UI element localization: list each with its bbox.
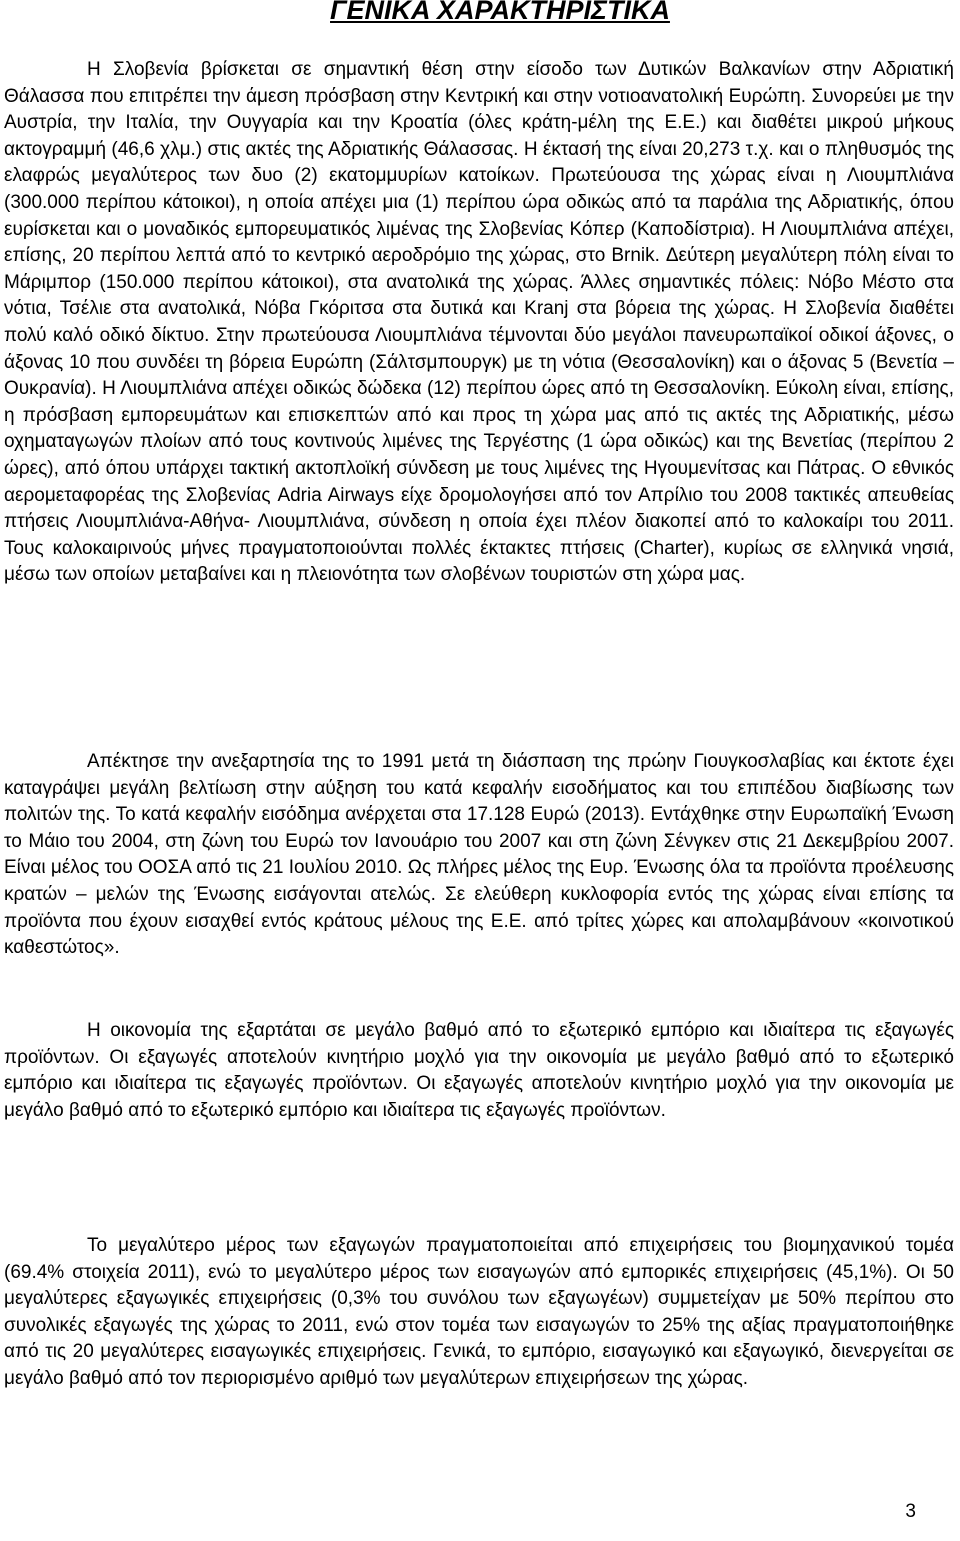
paragraph-economy: Η οικονομία της εξαρτάται σε μεγάλο βαθμό από το εξωτερικό εμπόριο και ιδιαίτερα τις εξαγωγές προϊόντων. Οι εξαγωγές αποτελούν κινητήριο μοχλό για την οικονομία με μεγάλο βαθμό από το εξωτερικό εμπόριο και ιδιαίτερα τις εξαγωγές προϊόντων. Οι εξαγωγές αποτελούν κινητήριο μοχλό για την οικονομία με μεγάλο βαθμό από το εξωτερικό εμπόριο και ιδιαίτερα τις εξαγωγές προϊόντων. — [4, 1020, 954, 1121]
paragraph-independence: Απέκτησε την ανεξαρτησία της το 1991 μετά τη διάσπαση της πρώην Γιουγκοσλαβίας και έκτοτε έχει καταγράψει μεγάλη βελτίωση στην αύξηση του κατά κεφαλήν εισοδήματος και του επιπέδου διαβίωσης των πολιτών της. Το κατά κεφαλήν εισόδημα ανέρχεται στα 17.128 Ευρώ (2013). Εντάχθηκε στην Ευρωπαϊκή Ένωση το Μάιο του 2004, στη ζώνη του Ευρώ τον Ιανουάριο του 2007 και στη ζώνη Σένγκεν στις 21 Δεκεμβρίου 2007. Είναι μέλος του ΟΟΣΑ από τις 21 Ιουλίου 2010. Ως πλήρες μέλος της Ευρ. Ένωσης όλα τα προϊόντα προέλευσης κρατών – μελών της Ένωσης εισάγονται ατελώς. Σε ελεύθερη κυκλοφορία εντός της χώρας είναι επίσης τα προϊόντα που έχουν εισαχθεί εντός κράτους μέλους της Ε.Ε. από τρίτες χώρες και απολαμβάνουν «κοινοτικού καθεστώτος». — [4, 751, 954, 959]
page-title: ΓΕΝΙΚΑ ΧΑΡΑΚΤΗΡΙΣΤΙΚΑ — [330, 0, 670, 25]
page-number: 3 — [905, 1501, 916, 1522]
paragraph-general-info: Η Σλοβενία βρίσκεται σε σημαντική θέση στην είσοδο των Δυτικών Βαλκανίων στην Αδριατική Θάλασσα που επιτρέπει την άμεση πρόσβαση στην Κεντρική και στην νοτιοανατολική Ευρώπη. Συνορεύει με την Αυστρία, την Ιταλία, την Ουγγαρία και την Κροατία (όλες κράτη-μέλη της Ε.Ε.) και διαθέτει μικρού μήκους ακτογραμμή (46,6 χλμ.) στις ακτές της Αδριατικής Θάλασσας. Η έκτασή της είναι 20,273 τ.χ. και ο πληθυσμός της ελαφρώς μεγαλύτερος των δυο (2) εκατομμυρίων κατοίκων. Πρωτεύουσα της χώρας είναι η Λιουμπλιάνα (300.000 περίπου κάτοικοι), η οποία απέχει μια (1) περίπου ώρα οδικώς από τα παράλια της Αδριατικής, όπου ευρίσκεται και ο μοναδικός εμπορευματικός λιμένας της Σλοβενίας Κόπερ (Καποδίστρια). Η Λιουμπλιάνα απέχει, επίσης, 20 περίπου λεπτά από το κεντρικό αεροδρόμιο της χώρας, στο Brnik. Δεύτερη μεγαλύτερη πόλη είναι το Μάριμπορ (150.000 περίπου κάτοικοι), στα ανατολικά της χώρας. Άλλες σημαντικές πόλεις: Νόβο Μέστο στα νότια, Τσέλιε στα ανατολικά, Νόβα Γκόριτσα στα δυτικά και Kranj στα βόρεια της χώρας. Η Σλοβενία διαθέτει πολύ καλό οδικό δίκτυο. Στην πρωτεύουσα Λιουμπλιάνα τέμνονται δύο μεγάλοι πανευρωπαϊκοί οδικοί άξονες, ο άξονας 10 που συνδέει τη βόρεια Ευρώπη (Σάλτσμπουργκ) με τη νότια (Θεσσαλονίκη) και ο άξονας 5 (Βενετία – Ουκρανία). Η Λιουμπλιάνα απέχει οδικώς δώδεκα (12) περίπου ώρες από τη Θεσσαλονίκη. Εύκολη είναι, επίσης, η πρόσβαση εμπορευμάτων και επισκεπτών από και προς τη χώρα μας από τις ακτές της Αδριατικής, μέσω οχηματαγωγών πλοίων από τους κοντινούς λιμένες της Τεργέστης (1 ώρα οδικώς) και της Βενετίας (περίπου 2 ώρες), από όπου υπάρχει τακτική ακτοπλοϊκή σύνδεση με τους λιμένες της Ηγουμενίτσας και Πάτρας. Ο εθνικός αερομεταφορέας της Σλοβενίας Adria Airways είχε δρομολογήσει από τον Απρίλιο του 2008 τακτικές απευθείας πτήσεις Λιουμπλιάνα-Αθήνα- Λιουμπλιάνα, σύνδεση η οποία έχει πλέον διακοπεί από το καλοκαίρι του 2011. Τους καλοκαιρινούς μήνες πραγματοποιούνται πολλές έκτακτες πτήσεις (Charter), κυρίως σε ελληνικά νησιά, μέσω των οποίων μεταβαίνει και η πλειονότητα των σλοβένων τουριστών στη χώρα μας. — [4, 59, 954, 586]
paragraph-exports: Το μεγαλύτερο μέρος των εξαγωγών πραγματοποιείται από επιχειρήσεις του βιομηχανικού τομέα (69.4% στοιχεία 2011), ενώ το μεγαλύτερο μέρος των εισαγωγών από εμπορικές επιχειρήσεις (45,1%). Οι 50 μεγαλύτερες εξαγωγικές επιχειρήσεις (0,3% του συνόλου των εξαγωγέων) συμμετείχαν με 50% περίπου στο συνολικές εξαγωγές της χώρας το 2011, ενώ στον τομέα των εισαγωγών το 25% της αξίας πραγματοποιήθηκε από τις 20 μεγαλύτερες εισαγωγικές επιχειρήσεις. Γενικά, το εμπόριο, εισαγωγικό και εξαγωγικό, διενεργείται σε μεγάλο βαθμό από τον περιορισμένο αριθμό των μεγαλύτερων επιχειρήσεων της χώρας. — [4, 1235, 954, 1389]
